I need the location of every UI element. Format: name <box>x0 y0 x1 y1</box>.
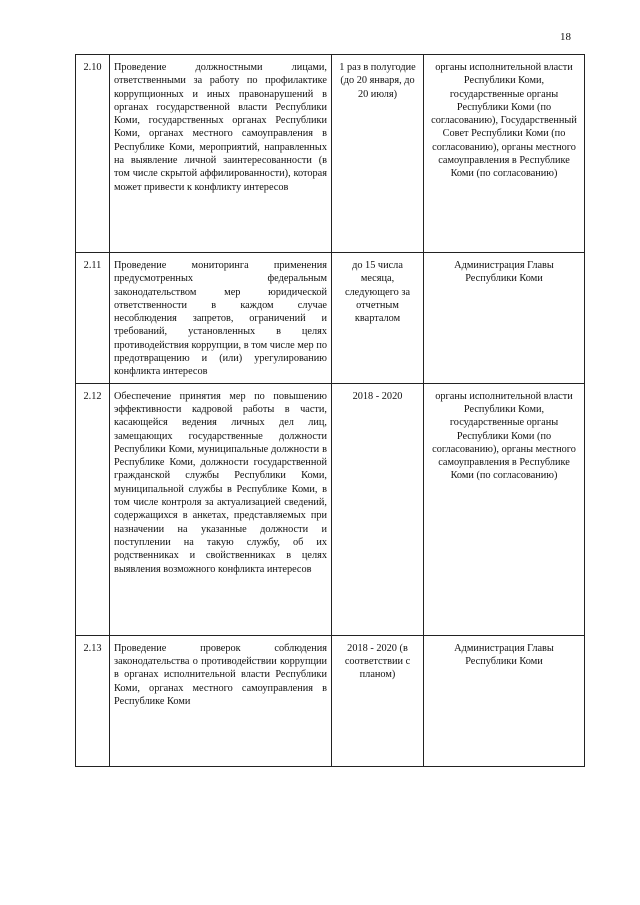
measures-table <box>75 54 585 767</box>
item-number: 2.11 <box>76 253 110 384</box>
responsible-cell: органы исполнительной власти Республики Коми, государственные органы Республики Коми (по согласованию), Государственный Совет Республики Коми (по согласованию), органы местного самоуправления в Республике Коми (по согласованию) <box>424 55 585 253</box>
page-number: 18 <box>560 31 571 43</box>
responsible-cell: Администрация Главы Республики Коми <box>424 253 585 384</box>
table-row <box>76 55 585 253</box>
action-cell: Проведение должностными лицами, ответственными за работу по профилактике коррупционных и иных правонарушений в органах государственной власти Республики Коми, государственных органах Республики Коми, органах местного самоуправления в Республике Коми, мероприятий, направленных на выявление личной заинтересованности (в том числе скрытой аффилированности), которая может привести к конфликту интересов <box>110 55 332 253</box>
term-cell: до 15 числа месяца, следующего за отчетным кварталом <box>332 253 424 384</box>
responsible-cell: органы исполнительной власти Республики Коми, государственные органы Республики Коми (по согласованию), органы местного самоуправления в Республике Коми (по согласованию) <box>424 383 585 635</box>
action-cell: Проведение проверок соблюдения законодательства о противодействии коррупции в органах исполнительной власти Республики Коми, органах местного самоуправления в Республике Коми <box>110 635 332 766</box>
term-cell: 2018 - 2020 (в соответствии с планом) <box>332 635 424 766</box>
term-cell: 1 раз в полугодие (до 20 января, до 20 июля) <box>332 55 424 253</box>
item-number: 2.12 <box>76 383 110 635</box>
table-row <box>76 253 585 384</box>
item-number: 2.10 <box>76 55 110 253</box>
action-cell: Обеспечение принятия мер по повышению эффективности кадровой работы в части, касающейся ведения личных дел лиц, замещающих государственные должности Республики Коми, муниципальные должности в Республике Коми, должности государственной гражданской службы Республики Коми, муниципальной службы в Республике Коми, в том числе контроля за актуализацией сведений, содержащихся в анкетах, представляемых при назначении на указанные должности и поступлении на такую службу, об их родственниках и свойственниках в целях выявления возможного конфликта интересов <box>110 383 332 635</box>
action-cell: Проведение мониторинга применения предусмотренных федеральным законодательством мер юридической ответственности в каждом случае несоблюдения запретов, ограничений и требований, установленных в целях противодействия коррупции, в том числе мер по предотвращению и (или) урегулированию конфликта интересов <box>110 253 332 384</box>
item-number: 2.13 <box>76 635 110 766</box>
responsible-cell: Администрация Главы Республики Коми <box>424 635 585 766</box>
table-row <box>76 635 585 766</box>
term-cell: 2018 - 2020 <box>332 383 424 635</box>
table-row <box>76 383 585 635</box>
